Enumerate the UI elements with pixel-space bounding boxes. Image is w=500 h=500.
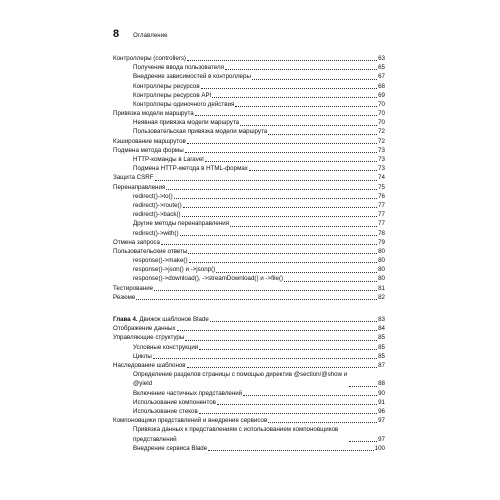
page-number: 8 (113, 28, 120, 40)
toc-page-number: 63 (378, 54, 385, 62)
toc-page-number: 77 (378, 201, 385, 209)
dot-leader (217, 404, 377, 405)
toc-page-number: 100 (374, 444, 385, 452)
toc-chapter-entry (113, 315, 385, 324)
dot-leader (154, 290, 377, 291)
toc-page-number: 72 (378, 137, 385, 145)
dot-leader (249, 170, 377, 171)
toc-entry (113, 275, 385, 284)
toc-page-number: 67 (378, 73, 385, 81)
toc-entry-label: Контроллеры ресурсов API (133, 91, 212, 99)
toc-entry (113, 284, 385, 293)
toc-entry-label: Тестирование (113, 284, 154, 292)
dot-leader (240, 125, 377, 126)
toc-entry (113, 425, 385, 443)
dot-leader (185, 152, 377, 153)
dot-leader (230, 226, 377, 227)
toc-entry (113, 324, 385, 333)
toc-page-number: 74 (378, 174, 385, 182)
dot-leader (225, 69, 377, 70)
dot-leader (187, 60, 377, 61)
toc-page-number: 69 (378, 91, 385, 99)
dot-leader (268, 422, 377, 423)
dot-leader (268, 134, 377, 135)
toc-entry-label: Использование компонентов (133, 398, 216, 406)
dot-leader (183, 207, 377, 208)
chapter-title: Движок шаблонов Blade (137, 316, 209, 324)
toc-entry (113, 265, 385, 274)
toc-entry (113, 333, 385, 342)
dot-leader (210, 321, 377, 322)
toc-entry-label: response()->json() и ->jsonp() (133, 266, 216, 274)
toc-entry (113, 370, 385, 388)
toc-entry-label: Резюме (113, 293, 136, 301)
toc-entry-label: Другие методы перенаправления (133, 220, 230, 228)
toc-entry (113, 201, 385, 210)
toc-page-number: 73 (378, 146, 385, 154)
toc-entry (113, 238, 385, 247)
dot-leader (284, 281, 377, 282)
toc-entry (113, 444, 385, 453)
toc-page-number: 70 (378, 100, 385, 108)
toc-page-number: 97 (378, 435, 385, 443)
toc-entry (113, 100, 385, 109)
toc-entry (113, 229, 385, 238)
toc-entry-label: Контроллеры ресурсов (133, 82, 200, 90)
toc-page-number: 91 (378, 398, 385, 406)
toc-page-number: 90 (378, 389, 385, 397)
dot-leader (208, 450, 373, 451)
toc-page-number: 80 (378, 257, 385, 265)
toc-page-number: 85 (378, 343, 385, 351)
toc-page-number: 80 (378, 275, 385, 283)
dot-leader (235, 106, 377, 107)
dot-leader (195, 115, 377, 116)
toc-entry (113, 146, 385, 155)
toc-page-number: 96 (378, 407, 385, 415)
toc-page-number: 68 (378, 82, 385, 90)
toc-entry-label: Перенаправления (113, 183, 166, 191)
toc-page-number: 85 (378, 352, 385, 360)
toc-entry (113, 389, 385, 398)
chapter-number: Глава 4. (113, 316, 138, 324)
toc-page-number: 75 (378, 183, 385, 191)
toc-entry-label: Получение ввода пользователя (133, 64, 224, 72)
toc-entry (113, 416, 385, 425)
toc-entry-label: redirect()->route() (133, 201, 182, 209)
toc-entry (113, 183, 385, 192)
toc-entry-label: Циклы (133, 352, 152, 360)
toc-entry-label: Использование стеков (133, 407, 198, 415)
toc-entry (113, 54, 385, 63)
toc-entry-label: Привязка модели маршрута (113, 110, 194, 118)
toc-entry (113, 118, 385, 127)
toc-entry-label: Компоновщики представлений и внедрение сервисов (113, 417, 268, 425)
toc-entry (113, 407, 385, 416)
toc-entry (113, 109, 385, 118)
running-title: Оглавление (133, 33, 168, 39)
toc-entry-label: Контроллеры (controllers) (113, 54, 186, 62)
toc-entry (113, 137, 385, 146)
toc-entry (113, 63, 385, 72)
dot-leader (243, 395, 377, 396)
toc-entry (113, 352, 385, 361)
toc-entry-label: Подмена HTTP-метода в HTML-формах (133, 165, 248, 173)
dot-leader (201, 88, 377, 89)
dot-leader (199, 349, 377, 350)
toc-page-number: 76 (378, 192, 385, 200)
toc-page-number: 82 (378, 293, 385, 301)
toc-entry (113, 155, 385, 164)
toc-entry-label (113, 315, 209, 324)
dot-leader (187, 143, 377, 144)
toc-entry (113, 192, 385, 201)
toc-entry-label: Подмена метода формы (113, 146, 184, 154)
toc-page-number: 70 (378, 119, 385, 127)
dot-leader (199, 413, 377, 414)
toc-page-number: 80 (378, 266, 385, 274)
toc-entry-label: response()->download(), ->streamDownload() и ->file() (133, 275, 284, 283)
toc-entry-label: Защита CSRF (113, 174, 154, 182)
toc-entry (113, 247, 385, 256)
toc-entry (113, 91, 385, 100)
toc-page-number: 97 (378, 417, 385, 425)
toc-page-number: 70 (378, 110, 385, 118)
toc-entry-label: Внедрение сервиса Blade (133, 444, 208, 452)
toc-entry (113, 173, 385, 182)
dot-leader (153, 358, 377, 359)
dot-leader (252, 79, 377, 80)
toc-entry-label: Привязка данных к представлениям с использованием компоновщиков представлений (133, 426, 339, 443)
dot-leader (349, 386, 377, 387)
toc-entry-label: Контроллеры одиночного действия (133, 100, 235, 108)
dot-leader (216, 272, 377, 273)
toc-entry-label: Внедрение зависимостей в контроллеры (133, 73, 251, 81)
toc-entry (113, 210, 385, 219)
toc-entry-label: Отображение данных (113, 325, 176, 333)
toc-entry (113, 164, 385, 173)
table-of-contents (113, 54, 385, 453)
dot-leader (180, 235, 378, 236)
toc-entry (113, 343, 385, 352)
toc-page-number: 83 (378, 316, 385, 324)
toc-page-number: 78 (378, 229, 385, 237)
dot-leader (188, 253, 377, 254)
toc-page-number: 84 (378, 325, 385, 333)
toc-entry-label: Кэширование маршрутов (113, 137, 186, 145)
toc-page-number: 81 (378, 284, 385, 292)
dot-leader (212, 97, 377, 98)
toc-page-number: 77 (378, 220, 385, 228)
toc-page-number: 79 (378, 238, 385, 246)
dot-leader (185, 340, 377, 341)
dot-leader (205, 161, 377, 162)
toc-page-number: 65 (378, 64, 385, 72)
dot-leader (349, 441, 377, 442)
dot-leader (166, 189, 377, 190)
toc-page-number: 87 (378, 361, 385, 369)
toc-entry-label: Условные конструкции (133, 343, 199, 351)
dot-leader (187, 367, 378, 368)
toc-page-number: 73 (378, 165, 385, 173)
toc-entry-label: Включение частичных представлений (133, 389, 243, 397)
toc-entry-label: Пользовательская привязка модели маршрута (133, 128, 268, 136)
toc-entry-label: redirect()->with() (133, 229, 179, 237)
toc-entry-label: Управляющие структуры (113, 334, 185, 342)
toc-page-number: 80 (378, 247, 385, 255)
toc-entry-label: Неявная привязка модели маршрута (133, 119, 240, 127)
toc-entry-label: Определение разделов страницы с помощью директив @section/@show и @yield (133, 371, 348, 388)
dot-leader (155, 180, 378, 181)
dot-leader (177, 330, 378, 331)
toc-page-number: 85 (378, 334, 385, 342)
toc-entry-label: Наследование шаблонов (113, 361, 186, 369)
toc-entry (113, 219, 385, 228)
dot-leader (189, 262, 378, 263)
dot-leader (174, 198, 377, 199)
toc-entry-label: redirect()->back() (133, 211, 181, 219)
toc-page-number: 73 (378, 156, 385, 164)
toc-entry-label: response()->make() (133, 257, 188, 265)
page-header (113, 28, 168, 40)
toc-entry (113, 72, 385, 81)
toc-entry-label: redirect()->to() (133, 192, 173, 200)
toc-entry-label: HTTP-команды в Laravel (133, 156, 204, 164)
toc-entry (113, 128, 385, 137)
toc-page-number: 88 (378, 380, 385, 388)
toc-entry (113, 361, 385, 370)
toc-entry (113, 398, 385, 407)
toc-entry-label: Отмена запроса (113, 238, 160, 246)
dot-leader (136, 299, 377, 300)
dot-leader (182, 216, 377, 217)
toc-entry (113, 293, 385, 302)
toc-entry (113, 82, 385, 91)
dot-leader (161, 244, 377, 245)
toc-page-number: 77 (378, 211, 385, 219)
toc-entry (113, 256, 385, 265)
toc-entry-label: Пользовательские ответы (113, 247, 188, 255)
toc-page-number: 72 (378, 128, 385, 136)
